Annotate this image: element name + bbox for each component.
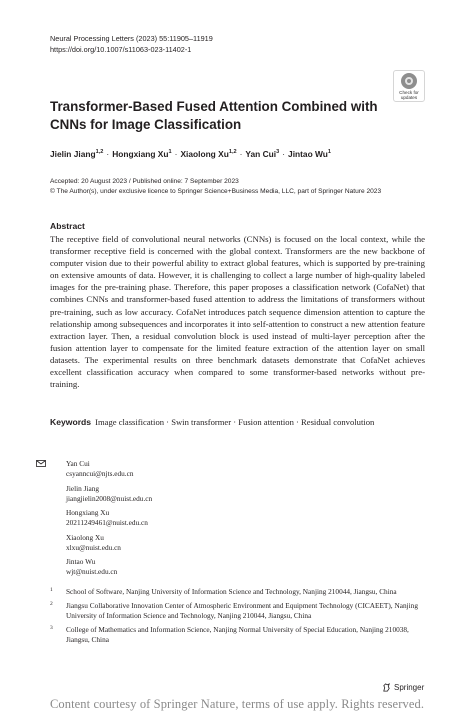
- contact-list: [36, 459, 152, 582]
- footer-notice: Content courtesy of Springer Nature, terms of use apply. Rights reserved.: [49, 697, 425, 711]
- abstract-text: The receptive field of convolutional neural networks (CNNs) is focused on the local context, while the transformer receptive field is concerned with the global context. Transformers are the new backbone of computer vision due to their powerful ability to extract global features, which is supported by pre-training on extensive amounts of data. However, it is challenging to collect a large number of high-quality labeled images for the pre-training phase. Therefore, this paper proposes a classification network (CofaNet) that combines CNNs and transformer-based fused attention to address the limitations of transformers without pre-training, such as low accuracy. CofaNet introduces patch sequence dimension attention to capture the relationship among subsequences and incorporates it into self-attention to construct a new attention feature extraction layer. Then, a residual convolution block is used instead of multi-layer perception after the fusion attention layer to compensate for the limited feature extraction of the attention layer on small datasets. The experimental results on three benchmark datasets demonstrate that CofaNet achieves excellent classification accuracy when compared to some transformer-based networks without pre-training.: [50, 234, 425, 390]
- contact-email[interactable]: wjt@nuist.edu.cn: [66, 567, 118, 576]
- author-separator: ·: [282, 149, 286, 159]
- author-separator: ·: [239, 149, 243, 159]
- affiliation-text: College of Mathematics and Information Science, Nanjing Normal University of Special Education, Nanjing 210038, Jiangsu, China: [66, 625, 409, 644]
- journal-citation: Neural Processing Letters (2023) 55:11905–11919: [50, 34, 213, 43]
- contact-item: [36, 533, 152, 553]
- badge-label: Check for updates: [399, 90, 419, 100]
- springer-horse-icon: [382, 683, 391, 692]
- author-name[interactable]: Jintao Wu: [288, 149, 328, 159]
- author-name[interactable]: Hongxiang Xu: [112, 149, 169, 159]
- affiliation-text: School of Software, Nanjing University of Information Science and Technology, Nanjing 210044, Jiangsu, China: [66, 587, 397, 596]
- author-list: [50, 149, 331, 159]
- keywords-text: Image classification · Swin transformer · Fusion attention · Residual convolution: [95, 417, 375, 427]
- contact-name: Hongxiang Xu: [66, 508, 110, 517]
- author-affiliation-marker: 3: [276, 149, 280, 156]
- author-affiliation-marker: 1,2: [95, 149, 104, 156]
- author-name[interactable]: Xiaolong Xu: [180, 149, 229, 159]
- contact-item: [36, 484, 152, 504]
- paper-title: Transformer-Based Fused Attention Combined with CNNs for Image Classification: [50, 99, 378, 132]
- author-name[interactable]: Jielin Jiang: [50, 149, 96, 159]
- keywords-label: Keywords: [50, 417, 92, 427]
- copyright-line: © The Author(s), under exclusive licence to Springer Science+Business Media, LLC, part of Springer Nature 2023: [50, 187, 382, 195]
- publication-dates: [50, 177, 381, 196]
- contact-name: Jintao Wu: [66, 557, 96, 566]
- author-affiliation-marker: 1,2: [228, 149, 237, 156]
- springer-logo: [382, 683, 424, 692]
- dates-line: Accepted: 20 August 2023 / Published online: 7 September 2023: [50, 178, 239, 185]
- keywords: [50, 417, 374, 427]
- affiliation-number: 3: [50, 625, 53, 631]
- contact-name: Yan Cui: [66, 459, 90, 468]
- contact-email[interactable]: csyanncui@njts.edu.cn: [66, 469, 134, 478]
- author-affiliation-marker: 1: [327, 149, 332, 156]
- affiliation-number: 1: [50, 587, 53, 593]
- envelope-icon: [36, 460, 46, 467]
- doi-link[interactable]: https://doi.org/10.1007/s11063-023-11402-1: [50, 45, 192, 54]
- check-updates-icon: [401, 73, 417, 89]
- affiliation-number: 2: [50, 601, 53, 607]
- contact-item: [36, 557, 152, 577]
- contact-item: [36, 459, 152, 479]
- author-affiliation-marker: 1: [168, 149, 172, 156]
- affiliation-item: [50, 625, 430, 645]
- affiliation-text: Jiangsu Collaborative Innovation Center of Atmospheric Environment and Equipment Technology (CICAEET), Nanjing University of Information Science and Technology, Nanjing 210044, Jiangsu, China: [66, 601, 418, 620]
- abstract-heading: Abstract: [50, 221, 85, 231]
- contact-name: Jielin Jiang: [66, 483, 100, 493]
- contact-email[interactable]: xlxu@nuist.edu.cn: [66, 542, 121, 552]
- affiliation-item: [50, 587, 430, 597]
- contact-email[interactable]: jiangjielin2008@nuist.edu.cn: [66, 493, 153, 503]
- check-for-updates-badge[interactable]: [393, 70, 425, 102]
- contact-item: [36, 508, 152, 528]
- contact-name: Xiaolong Xu: [66, 532, 104, 542]
- affiliation-list: [50, 587, 430, 649]
- author-name[interactable]: Yan Cui: [245, 149, 277, 159]
- contact-email[interactable]: 20211249461@nuist.edu.cn: [66, 518, 148, 527]
- springer-label: Springer: [394, 683, 425, 692]
- author-separator: ·: [106, 149, 110, 159]
- journal-header: [50, 33, 213, 55]
- affiliation-item: [50, 601, 430, 621]
- author-separator: ·: [174, 149, 178, 159]
